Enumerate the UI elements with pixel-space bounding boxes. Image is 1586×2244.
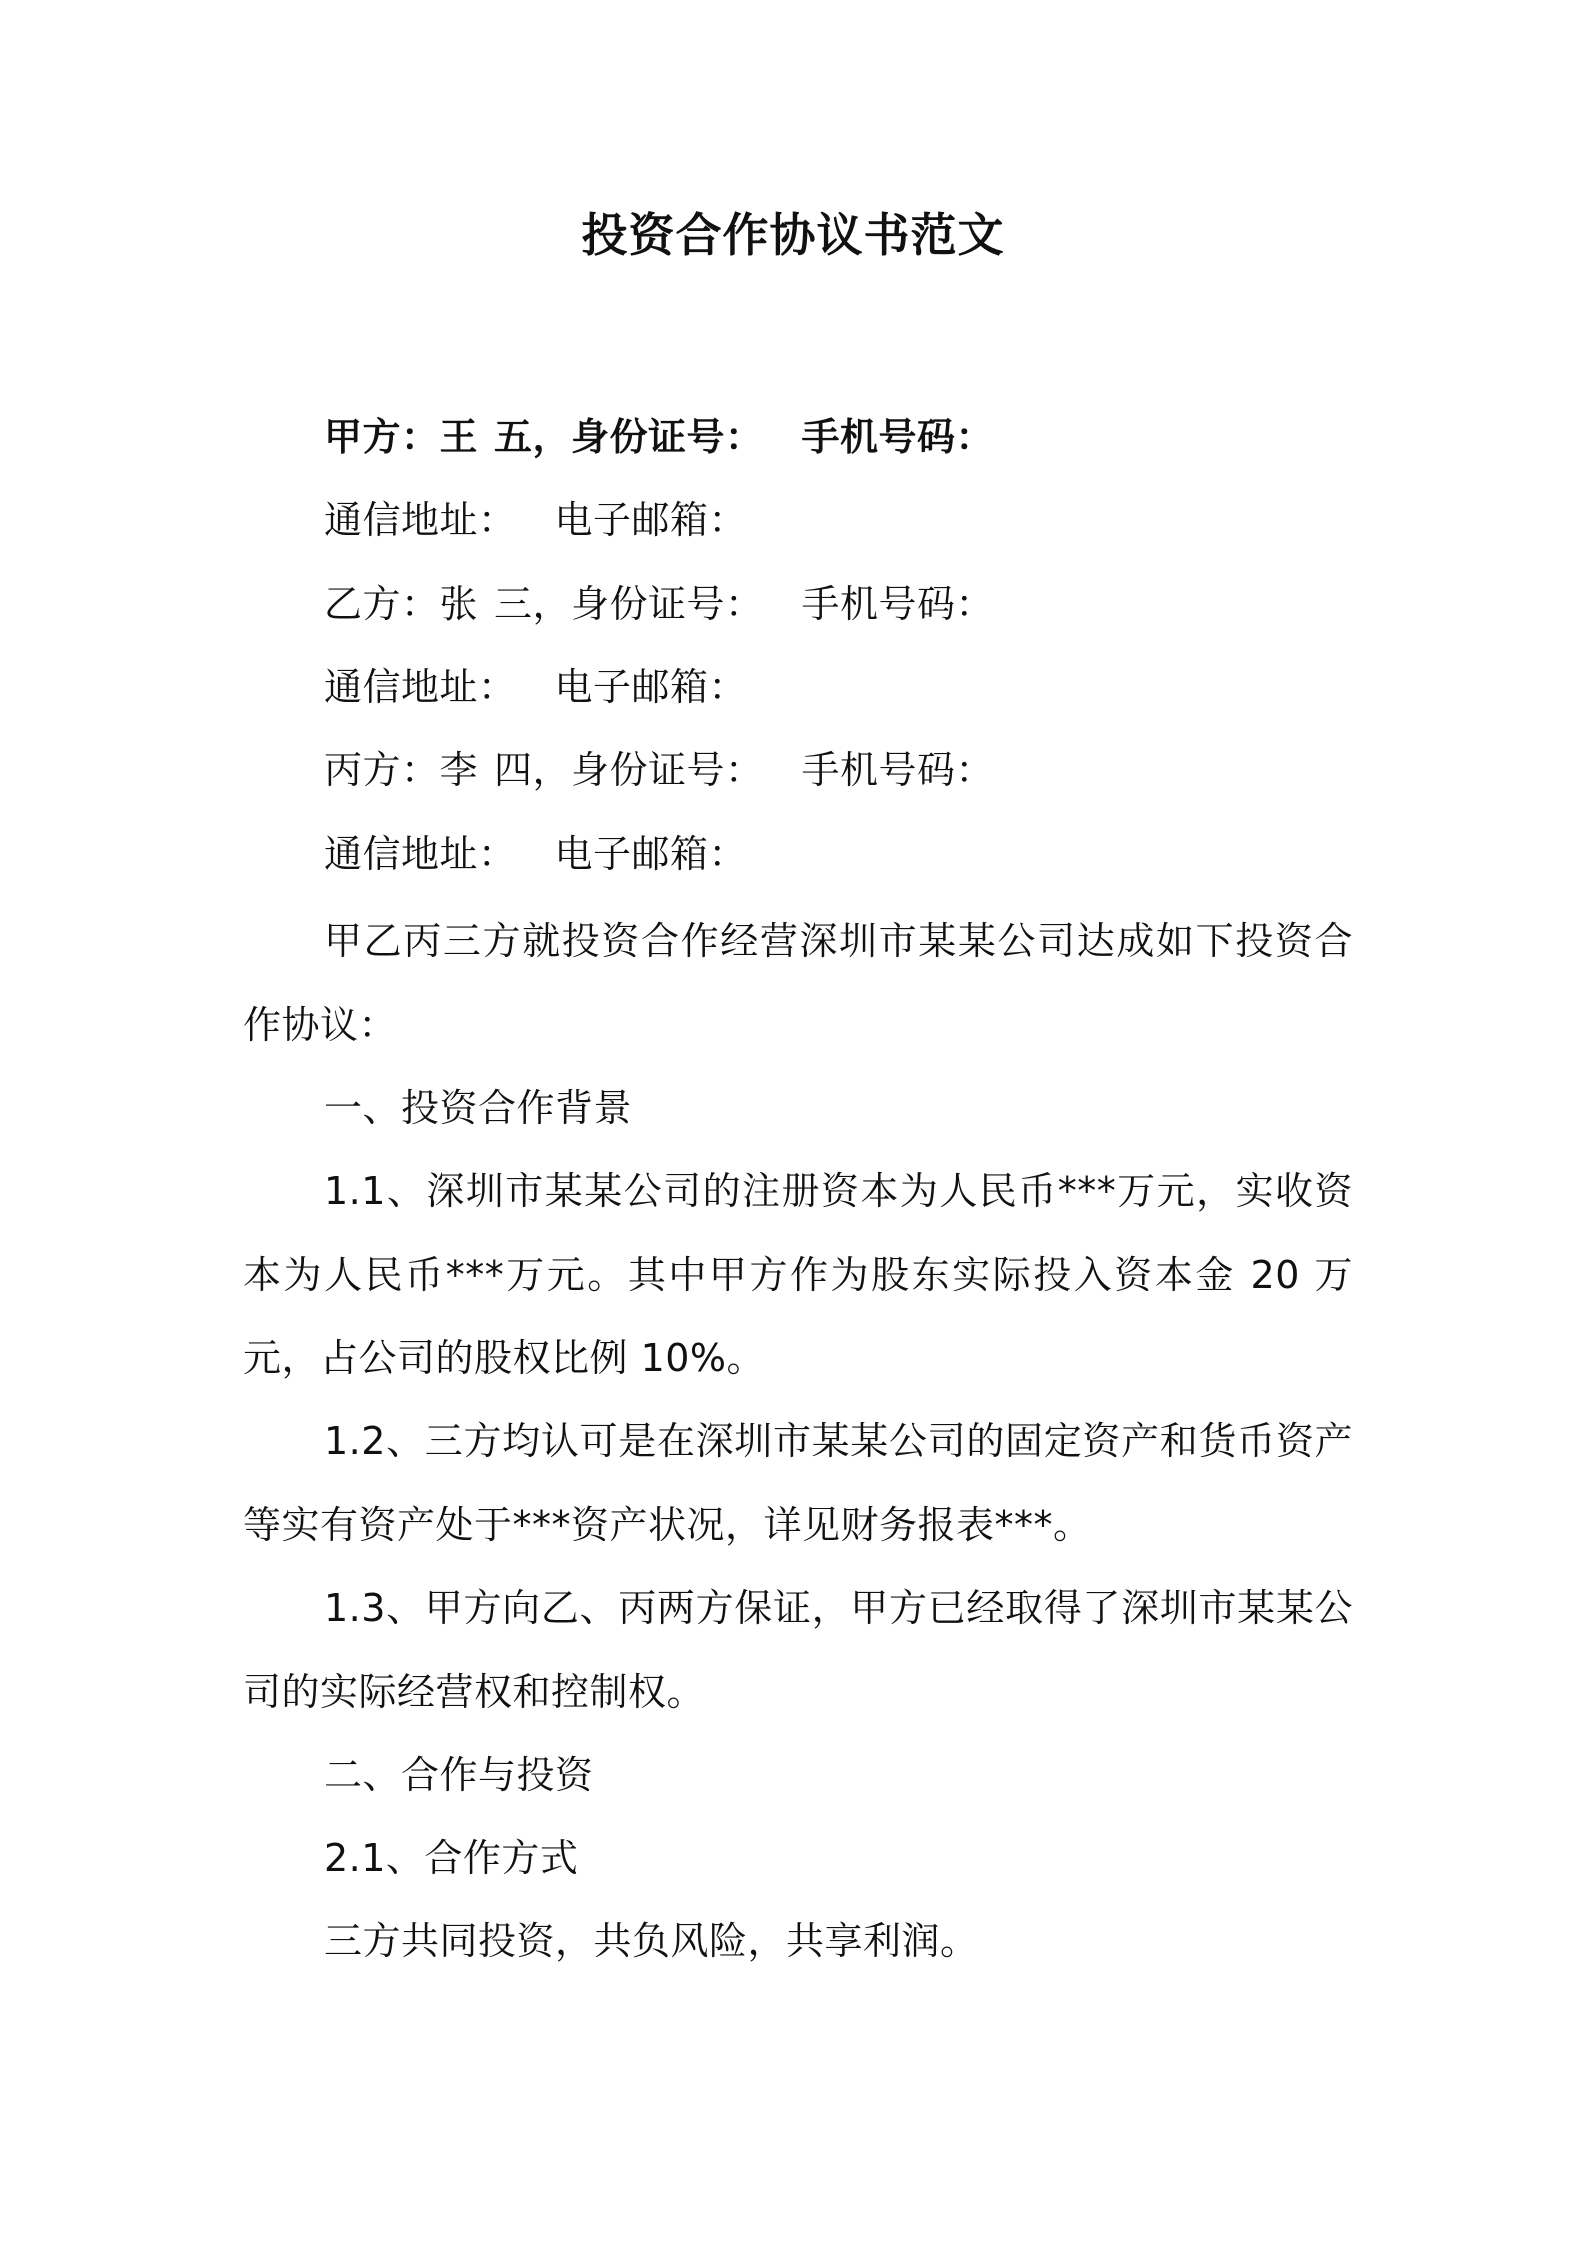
party-a-contact-line (324, 495, 747, 545)
party-c-contact-line (324, 829, 747, 879)
section-1-heading: 一、投资合作背景 (324, 1086, 633, 1130)
party-c-label: 丙方：李 (324, 748, 479, 792)
party-a-phone: 手机号码： (801, 415, 995, 459)
clause-1-3: 1.3、甲方向乙、丙两方保证，甲方已经取得了深圳市某某公司的实际经营权和控制权。 (243, 1586, 1353, 1714)
clause-1-2: 1.2、三方均认可是在深圳市某某公司的固定资产和货币资产等实有资产处于***资产状况，详见财务报表***。 (243, 1419, 1353, 1547)
party-a-address: 通信地址： (324, 498, 517, 542)
party-b-phone: 手机号码： (801, 582, 995, 626)
party-a-email: 电子邮箱： (554, 498, 748, 542)
clause-2-1-text: 三方共同投资，共负风险，共享利润。 (324, 1919, 979, 1963)
party-c-id: 四，身份证号： (494, 748, 764, 792)
party-b-line (324, 579, 994, 629)
party-a-id: 五，身份证号： (494, 415, 764, 459)
party-a-line (324, 412, 994, 462)
intro-paragraph: 甲乙丙三方就投资合作经营深圳市某某公司达成如下投资合作协议： (243, 919, 1353, 1047)
party-b-email: 电子邮箱： (554, 665, 748, 709)
party-c-phone: 手机号码： (801, 748, 995, 792)
party-b-address: 通信地址： (324, 665, 517, 709)
clause-2-1-heading: 2.1、合作方式 (324, 1836, 579, 1880)
clause-1-1: 1.1、深圳市某某公司的注册资本为人民币***万元，实收资本为人民币***万元。其中甲方作为股东实际投入资本金 20 万元，占公司的股权比例 10%。 (243, 1169, 1353, 1380)
party-b-id: 三，身份证号： (494, 582, 764, 626)
document-title: 投资合作协议书范文 (581, 208, 1005, 262)
party-c-address: 通信地址： (324, 832, 517, 876)
party-b-label: 乙方：张 (324, 582, 479, 626)
section-2-heading: 二、合作与投资 (324, 1753, 594, 1797)
party-c-email: 电子邮箱： (554, 832, 748, 876)
party-b-contact-line (324, 662, 747, 712)
party-a-label: 甲方：王 (324, 415, 479, 459)
party-c-line (324, 745, 994, 795)
